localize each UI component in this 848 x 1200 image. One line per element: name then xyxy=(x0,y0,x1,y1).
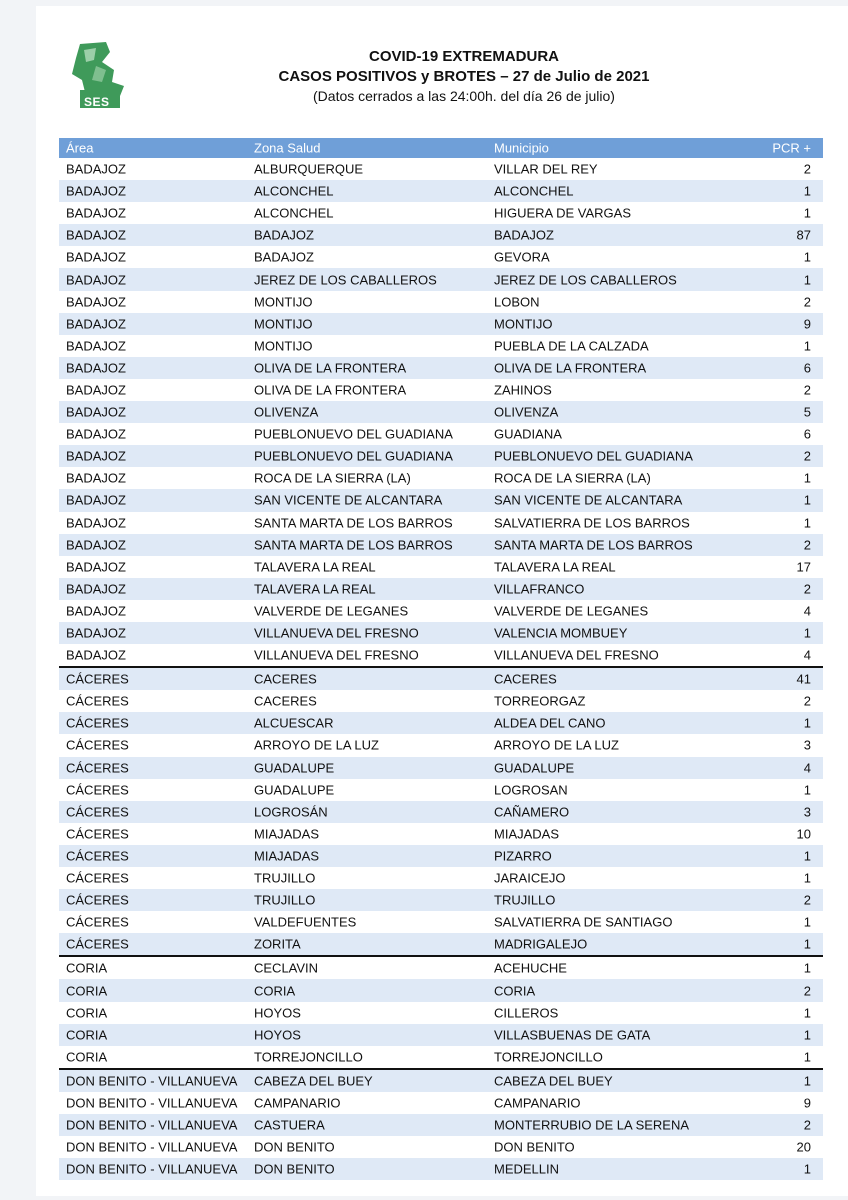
cell-municipio: LOBON xyxy=(494,294,540,310)
cell-municipio: MONTIJO xyxy=(494,316,553,332)
cell-municipio: PUEBLONUEVO DEL GUADIANA xyxy=(494,448,693,464)
table-row xyxy=(59,823,823,845)
cell-zona-salud: VILLANUEVA DEL FRESNO xyxy=(254,625,419,641)
table-row xyxy=(59,734,823,756)
cell-area: BADAJOZ xyxy=(66,515,126,531)
cell-area: BADAJOZ xyxy=(66,426,126,442)
cell-pcr: 2 xyxy=(803,983,811,999)
cell-zona-salud: MONTIJO xyxy=(254,316,313,332)
cell-municipio: ZAHINOS xyxy=(494,382,552,398)
cell-area: BADAJOZ xyxy=(66,227,126,243)
cell-pcr: 2 xyxy=(803,161,811,177)
cell-area: CÁCERES xyxy=(66,848,129,864)
table-row xyxy=(59,512,823,534)
table-row xyxy=(59,268,823,290)
cell-area: BADAJOZ xyxy=(66,448,126,464)
cell-zona-salud: CECLAVIN xyxy=(254,960,319,976)
cell-zona-salud: CACERES xyxy=(254,671,317,687)
cell-municipio: OLIVENZA xyxy=(494,404,559,420)
cell-municipio: JEREZ DE LOS CABALLEROS xyxy=(494,272,677,288)
cell-pcr: 5 xyxy=(803,404,811,420)
title-line-1: COVID-19 EXTREMADURA xyxy=(368,48,560,65)
cell-area: BADAJOZ xyxy=(66,272,126,288)
cell-pcr: 1 xyxy=(803,492,811,508)
cell-municipio: CILLEROS xyxy=(494,1005,559,1021)
cell-municipio: CAMPANARIO xyxy=(494,1095,581,1111)
cell-area: CÁCERES xyxy=(66,671,129,687)
table-row xyxy=(59,202,823,224)
cell-area: BADAJOZ xyxy=(66,603,126,619)
cell-area: BADAJOZ xyxy=(66,470,126,486)
cell-zona-salud: SANTA MARTA DE LOS BARROS xyxy=(254,515,453,531)
cell-pcr: 1 xyxy=(803,936,811,952)
cell-area: CORIA xyxy=(66,960,108,976)
cell-municipio: CORIA xyxy=(494,983,536,999)
cell-pcr: 1 xyxy=(803,205,811,221)
cell-pcr: 4 xyxy=(803,647,811,663)
table-body xyxy=(59,158,823,1180)
cell-zona-salud: MIAJADAS xyxy=(254,848,320,864)
cases-table xyxy=(59,138,823,1180)
table-row xyxy=(59,779,823,801)
table-row xyxy=(59,668,823,690)
table-row xyxy=(59,1158,823,1180)
cell-area: BADAJOZ xyxy=(66,404,126,420)
column-header-zona-salud: Zona Salud xyxy=(254,140,321,156)
cell-pcr: 2 xyxy=(803,382,811,398)
cell-municipio: SALVATIERRA DE LOS BARROS xyxy=(494,515,690,531)
cell-zona-salud: LOGROSÁN xyxy=(254,804,328,820)
table-row xyxy=(59,712,823,734)
table-row xyxy=(59,911,823,933)
cell-municipio: ROCA DE LA SIERRA (LA) xyxy=(494,470,651,486)
cell-municipio: CACERES xyxy=(494,671,557,687)
cell-municipio: HIGUERA DE VARGAS xyxy=(494,205,632,221)
cell-area: CÁCERES xyxy=(66,870,129,886)
column-header-area: Área xyxy=(66,140,94,156)
cell-municipio: JARAICEJO xyxy=(494,870,566,886)
cell-zona-salud: BADAJOZ xyxy=(254,249,314,265)
document-header xyxy=(0,47,848,106)
cell-zona-salud: ZORITA xyxy=(254,936,301,952)
cell-pcr: 1 xyxy=(803,782,811,798)
cell-area: BADAJOZ xyxy=(66,492,126,508)
table-row xyxy=(59,313,823,335)
cell-pcr: 1 xyxy=(803,625,811,641)
cell-pcr: 4 xyxy=(803,760,811,776)
cell-zona-salud: ALCONCHEL xyxy=(254,183,334,199)
cell-pcr: 41 xyxy=(796,671,811,687)
cell-area: CÁCERES xyxy=(66,804,129,820)
cell-area: BADAJOZ xyxy=(66,161,126,177)
cell-municipio: GUADALUPE xyxy=(494,760,575,776)
cell-municipio: OLIVA DE LA FRONTERA xyxy=(494,360,647,376)
cell-zona-salud: JEREZ DE LOS CABALLEROS xyxy=(254,272,437,288)
table-row xyxy=(59,1002,823,1024)
cell-municipio: CABEZA DEL BUEY xyxy=(494,1073,613,1089)
cell-municipio: ALDEA DEL CANO xyxy=(494,715,606,731)
cell-area: DON BENITO - VILLANUEVA xyxy=(66,1117,238,1133)
cell-municipio: SALVATIERRA DE SANTIAGO xyxy=(494,914,673,930)
cell-area: CÁCERES xyxy=(66,760,129,776)
cell-pcr: 1 xyxy=(803,715,811,731)
cell-area: CÁCERES xyxy=(66,826,129,842)
cell-municipio: SAN VICENTE DE ALCANTARA xyxy=(494,492,683,508)
table-row xyxy=(59,801,823,823)
cell-area: DON BENITO - VILLANUEVA xyxy=(66,1095,238,1111)
cell-pcr: 87 xyxy=(796,227,811,243)
cell-zona-salud: VALDEFUENTES xyxy=(254,914,357,930)
cell-zona-salud: PUEBLONUEVO DEL GUADIANA xyxy=(254,448,453,464)
cell-municipio: VILLAR DEL REY xyxy=(494,161,598,177)
logo-text: SES xyxy=(84,95,110,109)
cell-zona-salud: OLIVENZA xyxy=(254,404,319,420)
cell-area: BADAJOZ xyxy=(66,294,126,310)
table-row xyxy=(59,1114,823,1136)
cell-area: BADAJOZ xyxy=(66,537,126,553)
cell-pcr: 1 xyxy=(803,515,811,531)
cell-municipio: TORREJONCILLO xyxy=(494,1049,603,1065)
table-row xyxy=(59,1024,823,1046)
table-row xyxy=(59,467,823,489)
cell-pcr: 2 xyxy=(803,892,811,908)
cell-zona-salud: ALCONCHEL xyxy=(254,205,334,221)
cell-municipio: TRUJILLO xyxy=(494,892,556,908)
cell-area: CORIA xyxy=(66,983,108,999)
cell-area: CORIA xyxy=(66,1027,108,1043)
cell-zona-salud: GUADALUPE xyxy=(254,782,335,798)
cell-area: BADAJOZ xyxy=(66,205,126,221)
cell-municipio: VALENCIA MOMBUEY xyxy=(494,625,628,641)
cell-pcr: 1 xyxy=(803,914,811,930)
table-row xyxy=(59,644,823,666)
cell-pcr: 1 xyxy=(803,1161,811,1177)
cell-zona-salud: TRUJILLO xyxy=(254,892,316,908)
table-row xyxy=(59,957,823,979)
cell-pcr: 2 xyxy=(803,448,811,464)
cell-pcr: 1 xyxy=(803,1073,811,1089)
cell-zona-salud: MONTIJO xyxy=(254,294,313,310)
cell-pcr: 17 xyxy=(796,559,811,575)
cell-municipio: MIAJADAS xyxy=(494,826,560,842)
cell-pcr: 1 xyxy=(803,272,811,288)
cell-pcr: 2 xyxy=(803,537,811,553)
table-row xyxy=(59,979,823,1001)
table-row xyxy=(59,534,823,556)
cell-zona-salud: TALAVERA LA REAL xyxy=(254,581,376,597)
cell-zona-salud: CASTUERA xyxy=(254,1117,325,1133)
cell-zona-salud: TORREJONCILLO xyxy=(254,1049,363,1065)
cell-municipio: DON BENITO xyxy=(494,1139,575,1155)
cell-area: BADAJOZ xyxy=(66,249,126,265)
cell-zona-salud: DON BENITO xyxy=(254,1161,335,1177)
cell-municipio: GUADIANA xyxy=(494,426,562,442)
cell-municipio: BADAJOZ xyxy=(494,227,554,243)
column-header-pcr: PCR + xyxy=(772,140,811,156)
cell-area: CÁCERES xyxy=(66,936,129,952)
cell-zona-salud: ARROYO DE LA LUZ xyxy=(254,737,379,753)
table-row xyxy=(59,224,823,246)
cell-pcr: 1 xyxy=(803,1005,811,1021)
cell-zona-salud: CORIA xyxy=(254,983,296,999)
cell-area: BADAJOZ xyxy=(66,338,126,354)
cell-municipio: VILLASBUENAS DE GATA xyxy=(494,1027,651,1043)
cell-area: BADAJOZ xyxy=(66,382,126,398)
cell-pcr: 1 xyxy=(803,960,811,976)
column-header-municipio: Municipio xyxy=(494,140,549,156)
table-row xyxy=(59,845,823,867)
cell-pcr: 1 xyxy=(803,249,811,265)
cell-area: CÁCERES xyxy=(66,693,129,709)
cell-pcr: 1 xyxy=(803,338,811,354)
cell-area: DON BENITO - VILLANUEVA xyxy=(66,1073,238,1089)
cell-zona-salud: CACERES xyxy=(254,693,317,709)
table-row xyxy=(59,867,823,889)
cell-zona-salud: CAMPANARIO xyxy=(254,1095,341,1111)
table-row xyxy=(59,357,823,379)
cell-pcr: 6 xyxy=(803,360,811,376)
table-row xyxy=(59,423,823,445)
cell-area: CORIA xyxy=(66,1049,108,1065)
cell-area: BADAJOZ xyxy=(66,625,126,641)
table-row xyxy=(59,622,823,644)
cell-pcr: 9 xyxy=(803,1095,811,1111)
cell-municipio: MADRIGALEJO xyxy=(494,936,588,952)
cell-zona-salud: TALAVERA LA REAL xyxy=(254,559,376,575)
cell-area: BADAJOZ xyxy=(66,559,126,575)
table-row xyxy=(59,335,823,357)
table-row xyxy=(59,489,823,511)
cell-pcr: 2 xyxy=(803,294,811,310)
cell-municipio: VILLANUEVA DEL FRESNO xyxy=(494,647,659,663)
cell-pcr: 1 xyxy=(803,1049,811,1065)
cell-zona-salud: HOYOS xyxy=(254,1027,301,1043)
cell-municipio: VALVERDE DE LEGANES xyxy=(494,603,649,619)
cell-municipio: SANTA MARTA DE LOS BARROS xyxy=(494,537,693,553)
cell-area: DON BENITO - VILLANUEVA xyxy=(66,1161,238,1177)
cell-municipio: CAÑAMERO xyxy=(494,804,570,820)
cell-area: CÁCERES xyxy=(66,737,129,753)
cell-area: CÁCERES xyxy=(66,914,129,930)
cell-zona-salud: SANTA MARTA DE LOS BARROS xyxy=(254,537,453,553)
table-row xyxy=(59,180,823,202)
table-row xyxy=(59,291,823,313)
cell-municipio: MEDELLIN xyxy=(494,1161,560,1177)
cell-municipio: ALCONCHEL xyxy=(494,183,574,199)
table-row xyxy=(59,690,823,712)
cell-zona-salud: PUEBLONUEVO DEL GUADIANA xyxy=(254,426,453,442)
table-row xyxy=(59,379,823,401)
table-row xyxy=(59,401,823,423)
title-line-2: CASOS POSITIVOS y BROTES – 27 de Julio de 2021 xyxy=(278,68,650,85)
cell-area: BADAJOZ xyxy=(66,581,126,597)
cell-municipio: PIZARRO xyxy=(494,848,552,864)
cell-municipio: PUEBLA DE LA CALZADA xyxy=(494,338,649,354)
cell-municipio: TORREORGAZ xyxy=(494,693,586,709)
table-header xyxy=(59,138,823,158)
table-row xyxy=(59,600,823,622)
cell-municipio: TALAVERA LA REAL xyxy=(494,559,616,575)
cell-area: BADAJOZ xyxy=(66,183,126,199)
cell-area: CÁCERES xyxy=(66,782,129,798)
cell-pcr: 2 xyxy=(803,581,811,597)
cell-pcr: 10 xyxy=(796,826,811,842)
cell-zona-salud: MIAJADAS xyxy=(254,826,320,842)
cell-pcr: 2 xyxy=(803,1117,811,1133)
cell-municipio: VILLAFRANCO xyxy=(494,581,585,597)
cell-municipio: GEVORA xyxy=(494,249,550,265)
cell-pcr: 1 xyxy=(803,470,811,486)
table-row xyxy=(59,1046,823,1068)
cell-zona-salud: CABEZA DEL BUEY xyxy=(254,1073,373,1089)
cell-pcr: 6 xyxy=(803,426,811,442)
cell-zona-salud: OLIVA DE LA FRONTERA xyxy=(254,382,407,398)
table-row xyxy=(59,757,823,779)
table-row xyxy=(59,246,823,268)
cell-zona-salud: MONTIJO xyxy=(254,338,313,354)
cell-pcr: 4 xyxy=(803,603,811,619)
cell-pcr: 1 xyxy=(803,183,811,199)
cell-zona-salud: SAN VICENTE DE ALCANTARA xyxy=(254,492,443,508)
cell-municipio: ARROYO DE LA LUZ xyxy=(494,737,619,753)
cell-zona-salud: ROCA DE LA SIERRA (LA) xyxy=(254,470,411,486)
cell-zona-salud: TRUJILLO xyxy=(254,870,316,886)
cell-pcr: 3 xyxy=(803,804,811,820)
subtitle: (Datos cerrados a las 24:00h. del día 26 de julio) xyxy=(313,88,615,104)
cell-area: DON BENITO - VILLANUEVA xyxy=(66,1139,238,1155)
cell-pcr: 9 xyxy=(803,316,811,332)
cell-zona-salud: ALBURQUERQUE xyxy=(254,161,364,177)
table-row xyxy=(59,556,823,578)
cell-area: BADAJOZ xyxy=(66,316,126,332)
table-row xyxy=(59,445,823,467)
cell-area: CÁCERES xyxy=(66,715,129,731)
cell-zona-salud: BADAJOZ xyxy=(254,227,314,243)
table-row xyxy=(59,1092,823,1114)
cell-zona-salud: ALCUESCAR xyxy=(254,715,334,731)
cell-area: BADAJOZ xyxy=(66,360,126,376)
cell-pcr: 1 xyxy=(803,1027,811,1043)
table-row xyxy=(59,933,823,955)
cell-area: BADAJOZ xyxy=(66,647,126,663)
cell-pcr: 1 xyxy=(803,870,811,886)
cell-pcr: 20 xyxy=(796,1139,811,1155)
cell-area: CORIA xyxy=(66,1005,108,1021)
cell-zona-salud: VILLANUEVA DEL FRESNO xyxy=(254,647,419,663)
cell-pcr: 3 xyxy=(803,737,811,753)
cell-pcr: 1 xyxy=(803,848,811,864)
cell-area: CÁCERES xyxy=(66,892,129,908)
cell-zona-salud: GUADALUPE xyxy=(254,760,335,776)
table-row xyxy=(59,1136,823,1158)
table-row xyxy=(59,158,823,180)
cell-pcr: 2 xyxy=(803,693,811,709)
cell-municipio: ACEHUCHE xyxy=(494,960,567,976)
cell-municipio: LOGROSAN xyxy=(494,782,568,798)
table-row xyxy=(59,1070,823,1092)
table-row xyxy=(59,578,823,600)
cell-municipio: MONTERRUBIO DE LA SERENA xyxy=(494,1117,690,1133)
table-row xyxy=(59,889,823,911)
cell-zona-salud: OLIVA DE LA FRONTERA xyxy=(254,360,407,376)
cell-zona-salud: HOYOS xyxy=(254,1005,301,1021)
cell-zona-salud: VALVERDE DE LEGANES xyxy=(254,603,409,619)
cell-zona-salud: DON BENITO xyxy=(254,1139,335,1155)
